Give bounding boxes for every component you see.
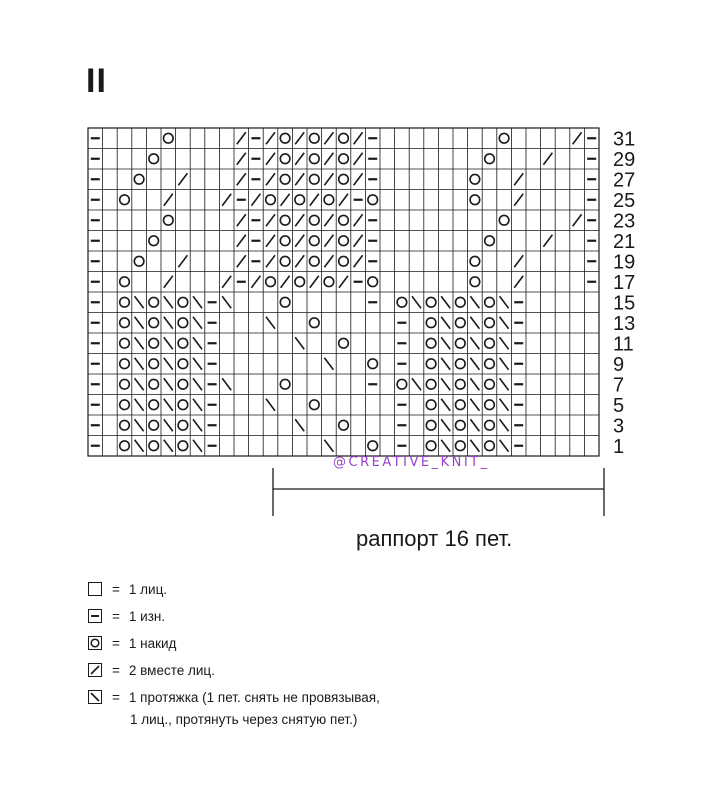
row-number: 5	[613, 394, 625, 417]
legend-eq: =	[112, 609, 120, 624]
row-number: 3	[613, 415, 625, 438]
row-number: 25	[613, 189, 636, 212]
row-number: 29	[613, 148, 636, 171]
row-number: 9	[613, 353, 625, 376]
legend-text: 1 протяжка (1 пет. снять не провязывая,	[128, 690, 380, 705]
legend-item-ssk	[88, 688, 380, 708]
legend-item-k2tog	[88, 661, 215, 681]
row-number: 31	[613, 128, 636, 151]
legend-item-yarn-over	[88, 634, 176, 654]
legend-eq: =	[112, 663, 120, 678]
row-number: 1	[613, 435, 625, 458]
row-number: 17	[613, 271, 636, 294]
repeat-label: раппорт 16 пет.	[356, 526, 513, 551]
legend-eq: =	[112, 636, 120, 651]
repeat-bracket	[273, 468, 604, 516]
knit-square-icon	[88, 582, 102, 596]
row-number: 21	[613, 230, 636, 253]
legend-text: 1 накид	[128, 636, 177, 651]
row-number: 7	[613, 374, 625, 397]
ssk-square-icon	[88, 690, 102, 704]
chart-title: II	[86, 62, 107, 100]
legend-item-knit	[88, 580, 167, 600]
row-number: 11	[613, 333, 634, 356]
row-number: 27	[613, 169, 636, 192]
yarn-over-square-icon	[88, 636, 102, 650]
row-number: 15	[613, 292, 636, 315]
legend-eq: =	[112, 690, 120, 705]
purl-square-icon	[88, 609, 102, 623]
legend-continuation: 1 лиц., протянуть через снятую пет.)	[130, 712, 358, 727]
watermark: @CREATIVE_KNIT_	[333, 455, 490, 470]
row-number: 23	[613, 210, 636, 233]
legend-text: 1 изн.	[128, 609, 166, 624]
row-number: 13	[613, 312, 636, 335]
row-number: 19	[613, 251, 636, 274]
k2tog-square-icon	[88, 663, 102, 677]
legend-item-purl	[88, 607, 165, 627]
legend-eq: =	[112, 582, 120, 597]
legend-text: 1 лиц.	[128, 582, 168, 597]
legend-text: 2 вместе лиц.	[128, 663, 215, 678]
